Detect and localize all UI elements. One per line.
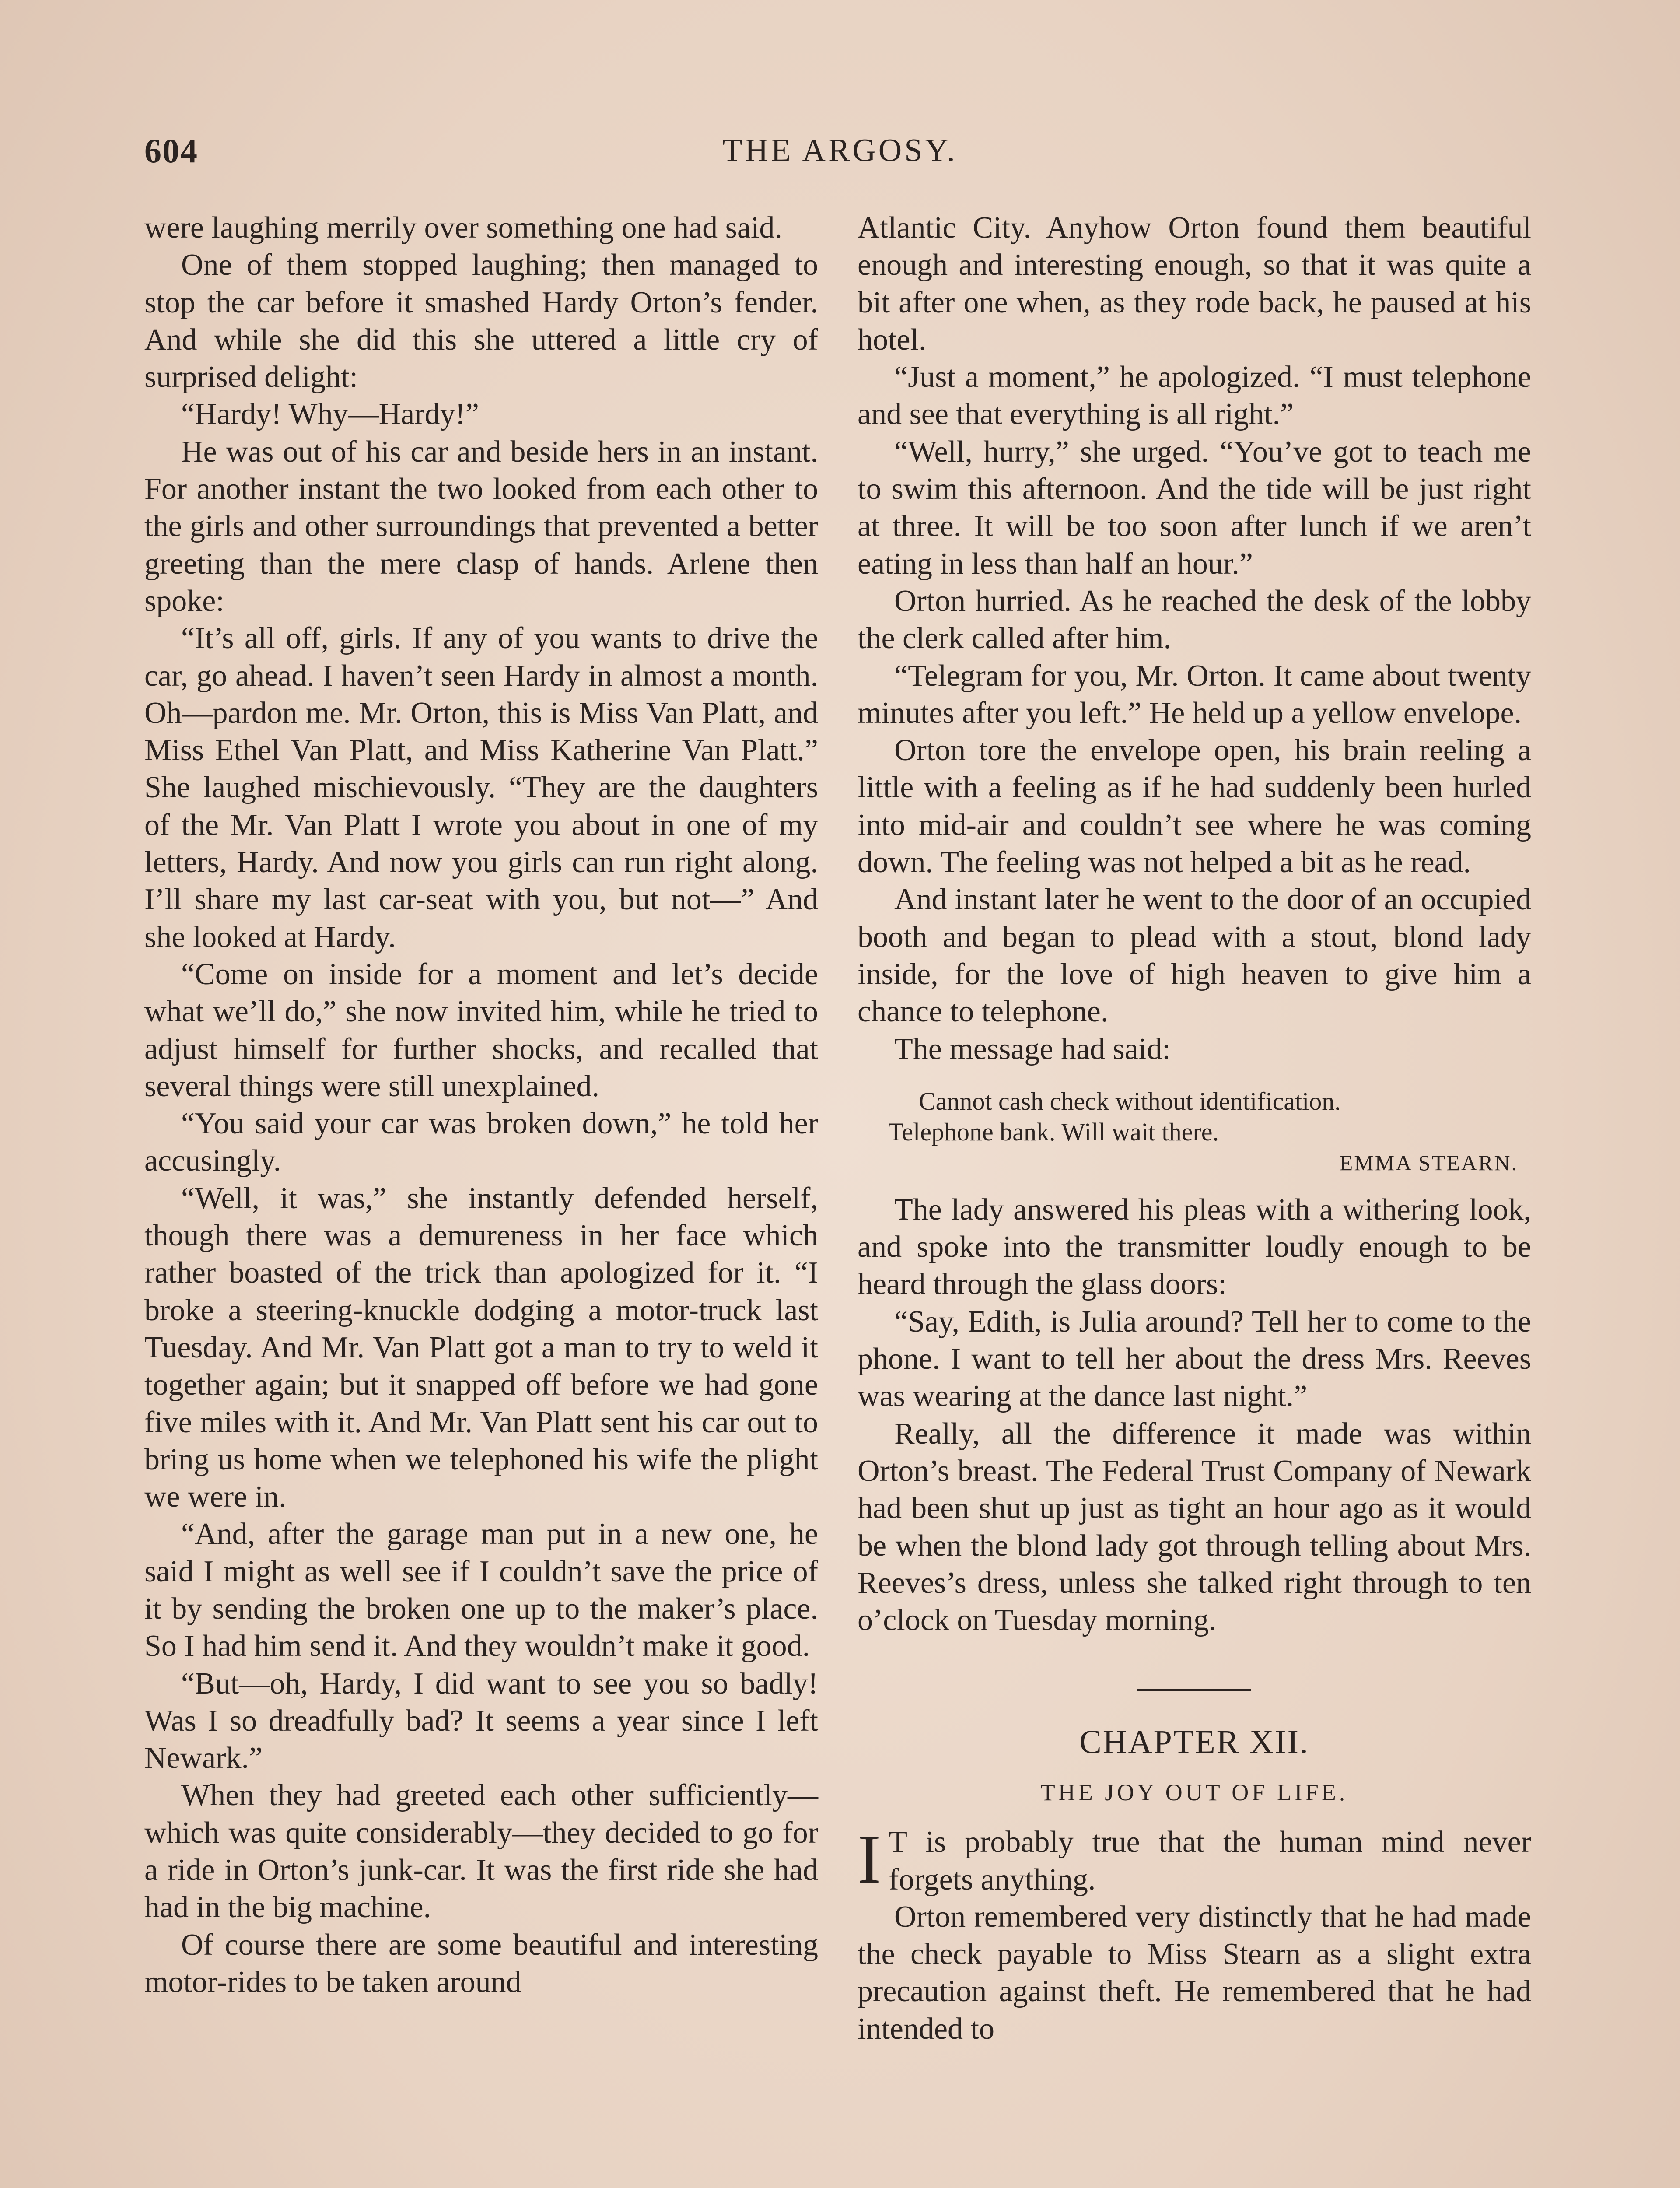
- section-divider: [858, 1669, 1531, 1706]
- paragraph: “Hardy! Why—Hardy!”: [181, 397, 479, 431]
- paragraph: “Come on inside for a moment and let’s decide what we’ll do,” she now invited him, while he tried to adjust himself for further shocks, and recalled that several things were still unexplained.: [144, 957, 818, 1103]
- paragraph-text: T is probably true that the human mind never forgets anything.: [889, 1825, 1531, 1897]
- paragraph: The message had said:: [894, 1032, 1171, 1066]
- paragraph: were laughing merrily over something one had said.: [144, 211, 782, 245]
- paragraph: When they had greeted each other sufficiently—which was quite considerably—they decided to go for a ride in Orton’s junk-car. It was the first ride she had had in the big machine.: [144, 1778, 818, 1925]
- paragraph: Really, all the difference it made was within Orton’s breast. The Federal Trust Company of Newark had been shut up just as tight an hour ago as it would be when the blond lady got through telling about Mrs. Reeves’s dress, unless she talked right through to ten o’clock on Tuesday morning.: [858, 1417, 1531, 1637]
- paragraph: “Just a moment,” he apologized. “I must telephone and see that everything is all right.”: [858, 360, 1531, 431]
- paragraph: He was out of his car and beside hers in an instant. For another instant the two looked from each other to the girls and other surroundings that prevented a better greeting than the mere clasp of hands. Arlene then spoke:: [144, 435, 818, 618]
- chapter-opening-paragraph: [858, 1820, 1531, 1898]
- paragraph: One of them stopped laughing; then managed to stop the car before it smashed Hardy Orton’s fender. And while she did this she uttered a little cry of surprised delight:: [144, 248, 818, 394]
- drop-cap: I: [858, 1820, 881, 1898]
- chapter-subtitle: THE JOY OUT OF LIFE.: [1040, 1779, 1348, 1806]
- running-head: THE ARGOSY.: [722, 133, 958, 168]
- page-header: [144, 131, 1536, 179]
- telegram-message: [858, 1086, 1531, 1178]
- telegram-line: Cannot cash check without identification.: [919, 1087, 1341, 1115]
- paragraph: Orton tore the envelope open, his brain reeling a little with a feeling as if he had suddenly been hurled into mid-air and couldn’t see where he was coming down. The feeling was not helped a bit as he read.: [858, 733, 1531, 880]
- divider-rule: [1138, 1689, 1251, 1691]
- paragraph: “Say, Edith, is Julia around? Tell her to come to the phone. I want to tell her about the dress Mrs. Reeves was wearing at the dance last night.”: [858, 1304, 1531, 1413]
- right-column: [858, 209, 1531, 2048]
- paragraph: “But—oh, Hardy, I did want to see you so badly! Was I so dreadfully bad? It seems a year since I left Newark.”: [144, 1666, 818, 1775]
- paragraph: Orton remembered very distinctly that he had made the check payable to Miss Stearn as a slight extra precaution against theft. He remembered that he had intended to: [858, 1900, 1531, 2046]
- page-number: 604: [144, 132, 198, 170]
- telegram-signature: EMMA STEARN.: [1339, 1150, 1518, 1175]
- paragraph: “It’s all off, girls. If any of you wants to drive the car, go ahead. I haven’t seen Hardy in almost a month. Oh—pardon me. Mr. Orton, this is Miss Van Platt, and Miss Ethel Van Platt, and Miss Katherine Van Platt.” She laughed mischievously. “They are the daughters of the Mr. Van Platt I wrote you about in one of my letters, Hardy. And now you girls can run right along. I’ll share my last car-seat with you, but not—” And she looked at Hardy.: [144, 621, 818, 954]
- paragraph: “Well, it was,” she instantly defended herself, though there was a demureness in her face which rather boasted of the trick than apologized for it. “I broke a steering-knuckle dodging a motor-truck last Tuesday. And Mr. Van Platt got a man to try to weld it together again; but it snapped off before we had gone five miles with it. And Mr. Van Platt sent his car out to bring us home when we telephoned his wife the plight we were in.: [144, 1181, 818, 1514]
- paragraph: And instant later he went to the door of an occupied booth and began to plead with a stout, blond lady inside, for the love of high heaven to give him a chance to telephone.: [858, 883, 1531, 1029]
- paragraph: Atlantic City. Anyhow Orton found them beautiful enough and interesting enough, so that it was quite a bit after one when, as they rode back, he paused at his hotel.: [858, 211, 1531, 357]
- paragraph: “And, after the garage man put in a new one, he said I might as well see if I couldn’t save the price of it by sending the broken one up to the maker’s place. So I had him send it. And they wouldn’t make it good.: [144, 1517, 818, 1663]
- paragraph: The lady answered his pleas with a withering look, and spoke into the transmitter loudly enough to be heard through the glass doors:: [858, 1192, 1531, 1301]
- paragraph: Orton hurried. As he reached the desk of the lobby the clerk called after him.: [858, 584, 1531, 656]
- paragraph: “You said your car was broken down,” he told her accusingly.: [144, 1107, 818, 1178]
- telegram-line: Telephone bank. Will wait there.: [888, 1117, 1219, 1146]
- paragraph: “Well, hurry,” she urged. “You’ve got to teach me to swim this afternoon. And the tide will be just right at three. It will be too soon after lunch if we aren’t eating in less than half an hour.”: [858, 435, 1531, 581]
- paragraph: “Telegram for you, Mr. Orton. It came about twenty minutes after you left.” He held up a yellow envelope.: [858, 659, 1531, 730]
- paragraph: Of course there are some beautiful and interesting motor-rides to be taken around: [144, 1928, 818, 1999]
- chapter-title: CHAPTER XII.: [1079, 1723, 1309, 1760]
- left-column: [144, 209, 818, 2001]
